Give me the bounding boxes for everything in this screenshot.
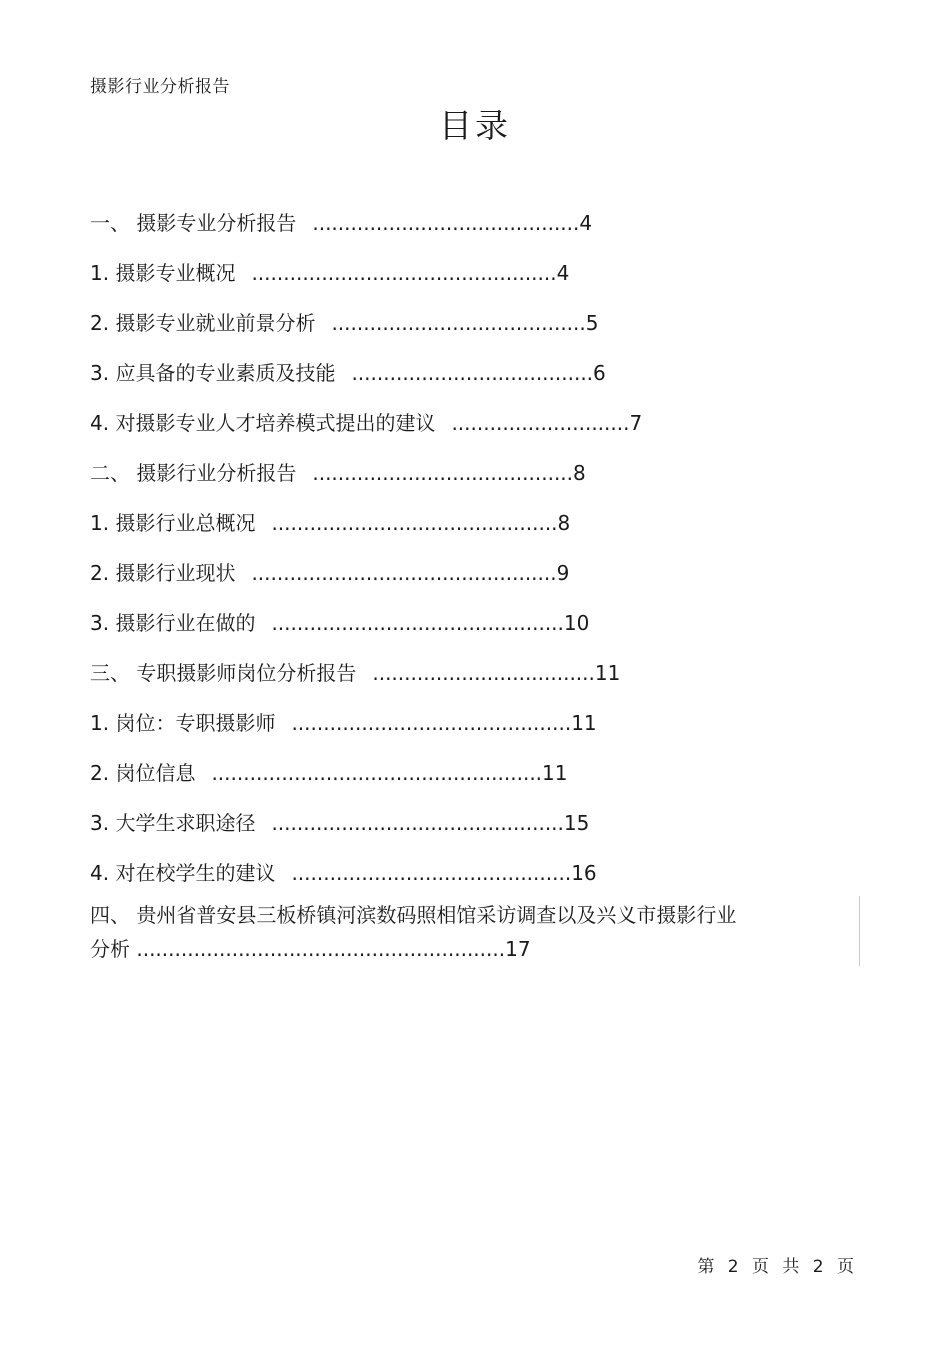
toc-entry-label: 4. 对摄影专业人才培养模式提出的建议 bbox=[90, 411, 436, 435]
toc-leader-dots: ........................................ bbox=[331, 311, 586, 335]
toc-entry-label: 4. 对在校学生的建议 bbox=[90, 861, 276, 885]
toc-entry[interactable] bbox=[90, 356, 810, 406]
page-title: 目录 bbox=[439, 106, 511, 145]
toc-leader-dots: .......................................... bbox=[312, 211, 580, 235]
toc-entry[interactable] bbox=[90, 706, 810, 756]
toc-page-number: 10 bbox=[563, 611, 590, 635]
toc-page-number: 11 bbox=[594, 661, 621, 685]
toc-entry-label: 一、 摄影专业分析报告 bbox=[90, 211, 297, 235]
toc-leader-dots: .......................................................... bbox=[136, 937, 506, 961]
toc-leader-dots: ............................................ bbox=[291, 861, 572, 885]
toc-entry-label: 2. 岗位信息 bbox=[90, 761, 196, 785]
toc-entry-line2 bbox=[90, 932, 810, 966]
toc-entry-label: 3. 大学生求职途径 bbox=[90, 811, 256, 835]
toc-entry-label: 3. 摄影行业在做的 bbox=[90, 611, 256, 635]
toc-leader-dots: .................................................... bbox=[211, 761, 543, 785]
toc-leader-dots: ............................................ bbox=[291, 711, 572, 735]
toc-entry-label: 1. 摄影专业概况 bbox=[90, 261, 236, 285]
toc-leader-dots: .............................................. bbox=[271, 811, 564, 835]
toc-page-number: 4 bbox=[556, 261, 570, 285]
page-footer: 第 2 页 共 2 页 bbox=[697, 1257, 858, 1277]
toc-page-number: 7 bbox=[629, 411, 643, 435]
toc-leader-dots: ................................................ bbox=[251, 261, 557, 285]
toc-page-number: 17 bbox=[505, 937, 531, 961]
toc-entry[interactable] bbox=[90, 556, 810, 606]
running-header: 摄影行业分析报告 bbox=[90, 77, 230, 97]
toc-leader-dots: ......................................... bbox=[312, 461, 574, 485]
toc-entry[interactable] bbox=[90, 606, 810, 656]
toc-page-number: 9 bbox=[556, 561, 570, 585]
toc-leader-dots: ............................................. bbox=[271, 511, 558, 535]
toc-leader-dots: .............................................. bbox=[271, 611, 564, 635]
toc-entry[interactable] bbox=[90, 456, 810, 506]
toc-entry[interactable] bbox=[90, 656, 810, 706]
toc-page-number: 16 bbox=[571, 861, 597, 885]
toc-leader-dots: ...................................... bbox=[351, 361, 594, 385]
toc-page-number: 8 bbox=[573, 461, 586, 485]
toc-entry-multiline[interactable] bbox=[90, 898, 810, 966]
toc-entry-label: 1. 摄影行业总概况 bbox=[90, 511, 256, 535]
toc-entry-label-line2: 分析 bbox=[90, 937, 130, 961]
toc-page-number: 5 bbox=[585, 311, 599, 335]
toc-entry[interactable] bbox=[90, 756, 810, 806]
margin-rule bbox=[859, 896, 860, 966]
toc-entry-label: 1. 岗位：专职摄影师 bbox=[90, 711, 276, 735]
toc-page-number: 8 bbox=[557, 511, 571, 535]
toc-entry-label: 2. 摄影行业现状 bbox=[90, 561, 236, 585]
toc-entry-label: 三、 专职摄影师岗位分析报告 bbox=[90, 661, 357, 685]
toc-leader-dots: ................................................ bbox=[251, 561, 557, 585]
toc-leader-dots: ............................ bbox=[451, 411, 630, 435]
toc-entry[interactable] bbox=[90, 206, 810, 256]
toc-page-number: 11 bbox=[542, 761, 568, 785]
toc-entry[interactable] bbox=[90, 406, 810, 456]
toc-entry[interactable] bbox=[90, 506, 810, 556]
toc-entry[interactable] bbox=[90, 306, 810, 356]
toc-entry-label-line1: 四、 贵州省普安县三板桥镇河滨数码照相馆采访调查以及兴义市摄影行业 bbox=[90, 903, 737, 927]
toc-page-number: 15 bbox=[563, 811, 590, 835]
toc-leader-dots: ................................... bbox=[372, 661, 595, 685]
toc-entry-label: 2. 摄影专业就业前景分析 bbox=[90, 311, 316, 335]
toc-entry-label: 3. 应具备的专业素质及技能 bbox=[90, 361, 336, 385]
toc-page-number: 4 bbox=[579, 211, 593, 235]
toc-page-number: 6 bbox=[593, 361, 606, 385]
table-of-contents bbox=[90, 206, 810, 906]
toc-entry[interactable] bbox=[90, 256, 810, 306]
toc-entry[interactable] bbox=[90, 806, 810, 856]
toc-page-number: 11 bbox=[571, 711, 597, 735]
toc-entry-label: 二、 摄影行业分析报告 bbox=[90, 461, 297, 485]
